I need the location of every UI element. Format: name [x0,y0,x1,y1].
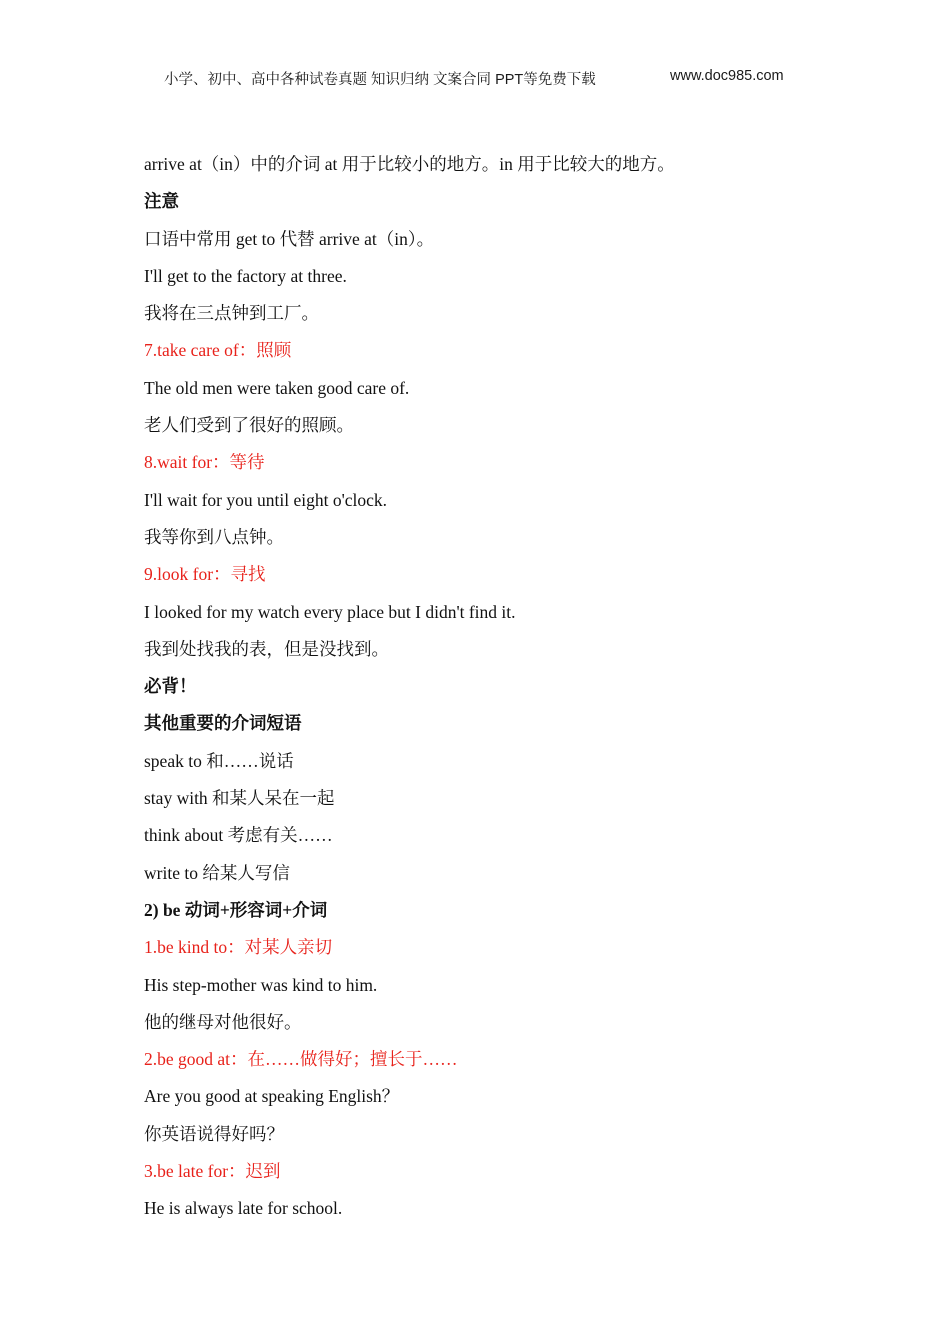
header-url[interactable]: www.doc985.com [670,68,784,84]
example-translation: 我到处找我的表，但是没找到。 [144,638,389,659]
phrase-heading: 8.wait for：等待 [144,452,265,473]
example-sentence: His step-mother was kind to him. [144,974,378,995]
text-line: 口语中常用 get to 代替 arrive at（in）。 [144,228,435,249]
phrase-heading: 2.be good at：在……做得好；擅长于…… [144,1049,458,1070]
example-translation: 他的继母对他很好。 [144,1011,302,1032]
phrase-entry: stay with 和某人呆在一起 [144,788,335,809]
section-heading: 注意 [144,191,179,212]
example-sentence: I looked for my watch every place but I didn't find it. [144,601,516,622]
section-heading: 必背！ [144,676,197,697]
example-sentence: I'll wait for you until eight o'clock. [144,489,387,510]
header-text: 小学、初中、高中各种试卷真题 知识归纳 文案合同 PPT等免费下载 [164,72,596,88]
document-body [144,150,824,1232]
example-translation: 我等你到八点钟。 [144,526,284,547]
phrase-entry: write to 给某人写信 [144,862,290,883]
section-heading: 其他重要的介词短语 [144,713,302,734]
phrase-heading: 1.be kind to：对某人亲切 [144,937,333,958]
phrase-heading: 3.be late for：迟到 [144,1161,281,1182]
example-sentence: The old men were taken good care of. [144,377,410,398]
text-line: arrive at（in）中的介词 at 用于比较小的地方。in 用于比较大的地方。 [144,154,675,174]
example-translation: 你英语说得好吗？ [144,1123,284,1144]
example-sentence: He is always late for school. [144,1198,343,1219]
phrase-entry: think about 考虑有关…… [144,825,333,846]
example-translation: 我将在三点钟到工厂。 [144,303,319,324]
example-translation: 老人们受到了很好的照顾。 [144,415,354,436]
phrase-heading: 7.take care of：照顾 [144,340,292,361]
page-header [164,68,804,90]
example-sentence: I'll get to the factory at three. [144,265,347,286]
phrase-heading: 9.look for：寻找 [144,564,266,585]
example-sentence: Are you good at speaking English？ [144,1086,400,1107]
section-heading: 2) be 动词+形容词+介词 [144,899,328,920]
phrase-entry: speak to 和……说话 [144,750,294,771]
